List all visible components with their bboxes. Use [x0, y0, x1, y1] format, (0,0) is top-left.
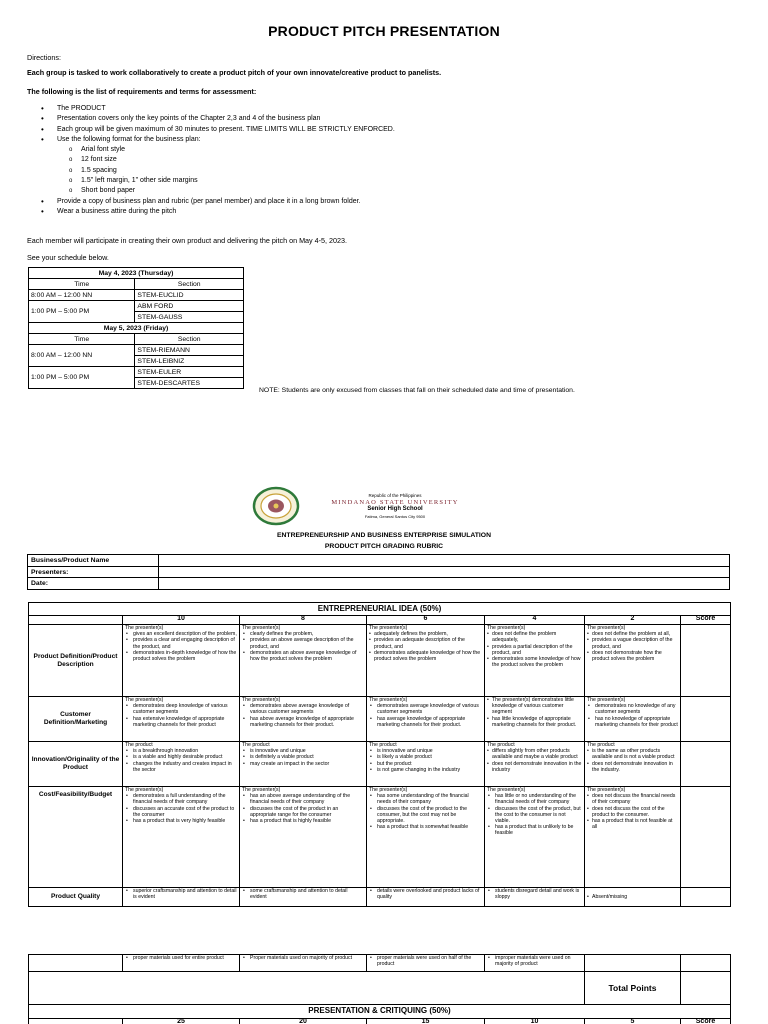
rubric-cell — [240, 888, 367, 907]
rubric-table-continued — [28, 954, 731, 1024]
list-item: • some craftsmanship and attention to detail evident — [242, 888, 364, 900]
rubric-cell: The presenter(s) • gives an excellent description of the problem, • provides a clear and engaging description of the product, and • demonstrates in-depth knowledge of how the product solves the problem — [123, 625, 240, 697]
presenters-field[interactable] — [159, 566, 730, 578]
letterhead-school: Senior High School — [367, 506, 423, 512]
list-item: • demonstrates some knowledge of how the product solves the problem — [487, 656, 582, 668]
list-item: • is not game changing in the industry — [369, 767, 482, 773]
time-cell: 8:00 AM – 12:00 NN — [29, 345, 135, 367]
list-item: • has some understanding of the financial needs of their company — [369, 793, 482, 805]
list-item: • has no knowledge of appropriate marketing channels for their product — [587, 716, 678, 728]
list-item: • demonstrates an above average knowledge of how the product solves the problem — [242, 650, 364, 662]
rubric-cell: The product • is the same as other products available and is not a viable product • does not demonstrate innovation in the industry. — [585, 742, 681, 787]
total-points-label: Total Points — [585, 972, 681, 1005]
format-label: Use the following format for the business plan: — [57, 135, 201, 143]
criterion-product-quality: Product Quality — [29, 888, 123, 907]
rubric-cell: The presenter(s) • does not define the problem at all, • provides a vague description of the product, and • does not demonstrate how the product solves the problem — [585, 625, 681, 697]
list-item — [41, 135, 395, 197]
rubric-cell: The presenter(s) • demonstrates average knowledge of various customer segments • has average knowledge of appropriate marketing channels for their product. — [367, 697, 485, 742]
list-item: • has average knowledge of appropriate marketing channels for their product. — [369, 716, 482, 728]
list-item: • demonstrates no knowledge of any customer segments — [587, 703, 678, 715]
letterhead-address: Fatima, General Santos City 9500 — [364, 514, 426, 519]
level-header: 10 — [123, 616, 240, 625]
list-item: • Each group will be given maximum of 30 minutes to present. TIME LIMITS WILL BE STRICTLY ENFORCED. — [41, 125, 395, 135]
rubric-cell — [123, 888, 240, 907]
rubric-cell: The product • differs slightly from other products available and maybe a viable product • does not demonstrate innovation in the industry — [485, 742, 585, 787]
list-item: • Presentation covers only the key points of the Chapter 2,3 and 4 of the business plan — [41, 114, 395, 124]
list-item: • discusses an accurate cost of the product to the consumer — [125, 806, 237, 818]
rubric-cell: The presenter(s) • demonstrates deep knowledge of various customer segments • has extensive knowledge of appropriate marketing channels for their product — [123, 697, 240, 742]
list-item: o 1.5 spacing — [69, 166, 395, 176]
schedule-table — [28, 267, 244, 389]
list-item: • demonstrates adequate knowledge of how the product solves the problem — [369, 650, 482, 662]
university-seal-logo — [252, 486, 300, 526]
rubric-cell — [240, 955, 367, 972]
list-item: • Wear a business attire during the pitch — [41, 207, 395, 217]
rubric-cell — [585, 955, 681, 972]
list-item: • details were overlooked and product lacks of quality — [369, 888, 482, 900]
page-title: PRODUCT PITCH PRESENTATION — [268, 23, 500, 39]
score-cell[interactable] — [681, 787, 731, 888]
see-schedule-text: See your schedule below. — [27, 253, 109, 262]
list-item: • provides an adequate description of the product, and — [369, 637, 482, 649]
list-item: • provides a vague description of the product, and — [587, 637, 678, 649]
list-item: • Provide a copy of business plan and rubric (per panel member) and place it in a long brown folder. — [41, 197, 395, 207]
list-item: • has a product that is not feasible at all — [587, 818, 678, 830]
rubric-cell — [485, 955, 585, 972]
list-item: • provides a clear and engaging description of the product, and — [125, 637, 237, 649]
letterhead-republic: Republic of the Philippines — [368, 493, 422, 498]
rubric-cell: The presenter(s) • has little or no understanding of the financial needs of their company • discusses the cost of the product, but the cost to the consumer is not viable. • has a product that is unlikely to be feasible — [485, 787, 585, 888]
section-cell: STEM-LEIBNIZ — [135, 356, 244, 367]
list-item: • has above average knowledge of appropriate marketing channels for their product. — [242, 716, 364, 728]
date-label: Date: — [28, 578, 159, 590]
level-header: 25 — [123, 1019, 240, 1024]
rubric-cell — [123, 955, 240, 972]
list-item: • has a product that is very highly feasible — [125, 818, 237, 824]
section-header: Section — [135, 279, 244, 290]
list-item: • has extensive knowledge of appropriate marketing channels for their product — [125, 716, 237, 728]
letterhead-university: MINDANAO STATE UNIVERSITY — [331, 499, 459, 506]
rubric-cell — [367, 888, 485, 907]
list-item: • clearly defines the problem, — [242, 631, 364, 637]
list-item: • changes the industry and creates impact in the sector — [125, 761, 237, 773]
list-item: • does not discuss the cost of the product to the consumer. — [587, 806, 678, 818]
section-cell: ABM FORD — [135, 301, 244, 312]
list-item: • does not demonstrate innovation in the industry. — [587, 761, 678, 773]
section-cell: STEM-EUCLID — [135, 290, 244, 301]
score-cell[interactable] — [681, 742, 731, 787]
score-cell[interactable] — [681, 955, 731, 972]
rubric-cell — [485, 888, 585, 907]
list-item: • has an above average understanding of the financial needs of their company — [242, 793, 364, 805]
section-cell: STEM-DESCARTES — [135, 378, 244, 389]
time-cell: 1:00 PM – 5:00 PM — [29, 301, 135, 323]
score-header: Score — [681, 616, 731, 625]
rubric-title-1: ENTREPRENEURSHIP AND BUSINESS ENTERPRISE SIMULATION — [276, 532, 491, 539]
schedule-day-1: May 4, 2023 (Thursday) — [29, 268, 244, 279]
list-item: • has a product that is highly feasible — [242, 818, 364, 824]
level-header: 15 — [367, 1019, 485, 1024]
list-item: • adequately defines the problem, — [369, 631, 482, 637]
rubric-cell: The presenter(s) • does not define the problem adequately, • provides a partial description of the product, and • demonstrates some knowledge of how the product solves the problem — [485, 625, 585, 697]
list-item: o 1.5" left margin, 1" other side margins — [69, 176, 395, 186]
presenters-label: Presenters: — [28, 566, 159, 578]
total-points-cell[interactable] — [681, 972, 731, 1005]
requirements-list — [41, 104, 395, 217]
level-header: 5 — [585, 1019, 681, 1024]
list-item: • discusses the cost of the product in an appropriate range for the consumer — [242, 806, 364, 818]
list-item: • but the product — [369, 761, 482, 767]
schedule-day-2: May 5, 2023 (Friday) — [29, 323, 244, 334]
rubric-cell: The product • is innovative and unique • is definitely a viable product • may create an impact in the sector — [240, 742, 367, 787]
list-item: • is innovative and unique — [369, 748, 482, 754]
list-item: • demonstrates deep knowledge of various customer segments — [125, 703, 237, 715]
list-item: • provides a partial description of the product, and — [487, 644, 582, 656]
criterion-customer-definition: Customer Definition/Marketing — [29, 697, 123, 742]
rubric-table — [28, 602, 731, 907]
rubric-cell: The presenter(s) • demonstrates above average knowledge of various customer segments • has above average knowledge of appropriate marketing channels for their product. — [240, 697, 367, 742]
list-item: • The PRODUCT — [41, 104, 395, 114]
note-text: NOTE: Students are only excused from classes that fall on their scheduled date and time of presentation. — [259, 387, 575, 394]
business-name-field[interactable] — [159, 555, 730, 567]
list-item: • is a breakthrough innovation — [125, 748, 237, 754]
list-item: • discusses the cost of the product, but the cost to the consumer is not viable. — [487, 806, 582, 825]
list-item: • has little knowledge of appropriate marketing channels for their product. — [487, 716, 582, 728]
list-item: o Arial font style — [69, 145, 395, 155]
list-item: • is the same as other products available and is not a viable product — [587, 748, 678, 760]
time-header: Time — [29, 279, 135, 290]
list-item: • does not discuss the financial needs of their company — [587, 793, 678, 805]
section-header: Section — [135, 334, 244, 345]
list-item: • has little or no understanding of the financial needs of their company — [487, 793, 582, 805]
rubric-cell: The product • is a breakthrough innovation • is a viable and highly desirable product • changes the industry and creates impact in the sector — [123, 742, 240, 787]
list-item: • may create an impact in the sector — [242, 761, 364, 767]
rubric-cell: The presenter(s) • has an above average understanding of the financial needs of their company • discusses the cost of the product in an appropriate range for the consumer • has a product that is highly feasible — [240, 787, 367, 888]
list-item: • is definitely a viable product — [242, 754, 364, 760]
participation-text: Each member will participate in creating their own product and delivering the pitch on May 4-5, 2023. — [27, 236, 348, 245]
level-header: 10 — [485, 1019, 585, 1024]
rubric-cell: The presenter(s) • demonstrates a full understanding of the financial needs of their company • discusses an accurate cost of the product to the consumer • has a product that is very highly feasible — [123, 787, 240, 888]
list-item: • provides an above average description of the product, and — [242, 637, 364, 649]
rubric-cell — [367, 955, 485, 972]
rubric-cell: The presenter(s) • clearly defines the problem, • provides an above average description of the product, and • demonstrates an above average knowledge of how the product solves the problem — [240, 625, 367, 697]
letterhead — [320, 492, 470, 520]
list-item: • has a product that is somewhat feasible — [369, 824, 482, 830]
business-name-label: Business/Product Name — [28, 555, 159, 567]
list-item: • demonstrates average knowledge of various customer segments — [369, 703, 482, 715]
rubric-cell: The presenter(s) • does not discuss the financial needs of their company • does not discuss the cost of the product to the consumer. • has a product that is not feasible at all — [585, 787, 681, 888]
section-cell: STEM-RIEMANN — [135, 345, 244, 356]
time-header: Time — [29, 334, 135, 345]
rubric-cell — [485, 697, 585, 742]
score-header: Score — [681, 1019, 731, 1024]
criterion-cost-feasibility: Cost/Feasibility/Budget — [29, 787, 123, 888]
info-table — [27, 554, 730, 590]
list-item: • demonstrates a full understanding of the financial needs of their company — [125, 793, 237, 805]
date-field[interactable] — [159, 578, 730, 590]
list-item: • is likely a viable product — [369, 754, 482, 760]
rubric-cell — [585, 888, 681, 907]
total-blank — [29, 972, 585, 1005]
section-presentation: PRESENTATION & CRITIQUING (50%) — [29, 1005, 731, 1019]
list-item: o 12 font size — [69, 155, 395, 165]
list-item: • differs slightly from other products available and maybe a viable product — [487, 748, 582, 760]
task-text: Each group is tasked to work collaboratively to create a product pitch of your own innovate/creative product to panelists. — [27, 68, 442, 77]
score-cell[interactable] — [681, 888, 731, 907]
header-blank — [29, 616, 123, 625]
section-entrepreneurial-idea: ENTREPRENEURIAL IDEA (50%) — [29, 603, 731, 616]
rubric-title-2: PRODUCT PITCH GRADING RUBRIC — [324, 543, 444, 550]
rubric-cell — [29, 955, 123, 972]
list-item: • is innovative and unique — [242, 748, 364, 754]
level-header: 8 — [240, 616, 367, 625]
requirements-heading: The following is the list of requirements and terms for assessment: — [27, 87, 257, 96]
list-item: • does not define the problem at all, — [587, 631, 678, 637]
list-item: • does not demonstrate how the product solves the problem — [587, 650, 678, 662]
rubric-cell: The product • is innovative and unique • is likely a viable product • but the product • is not game changing in the industry — [367, 742, 485, 787]
list-item: • has a product that is unlikely to be feasible — [487, 824, 582, 836]
list-item: • proper materials were used on half of the product — [369, 955, 482, 967]
criterion-product-definition: Product Definition/Product Description — [29, 625, 123, 697]
list-item: • The presenter(s) demonstrates little knowledge of various customer segment — [487, 697, 582, 716]
score-cell[interactable] — [681, 625, 731, 697]
level-header: 6 — [367, 616, 485, 625]
list-item: • discusses the cost of the product to the consumer, but the cost may not be appropriate. — [369, 806, 482, 825]
level-header: 2 — [585, 616, 681, 625]
list-item: • improper materials were used on majority of product — [487, 955, 582, 967]
list-item: • Absent/missing — [587, 894, 678, 900]
list-item: • Proper materials used on majority of product — [242, 955, 364, 961]
rubric-cell: The presenter(s) • has some understanding of the financial needs of their company • discusses the cost of the product to the consumer, but the cost may not be appropriate. • has a product that is somewhat feasible — [367, 787, 485, 888]
directions-label: Directions: — [27, 53, 61, 62]
rubric-cell: The presenter(s) • adequately defines the problem, • provides an adequate description of the product, and • demonstrates adequate knowledge of how the product solves the problem — [367, 625, 485, 697]
score-cell[interactable] — [681, 697, 731, 742]
time-cell: 1:00 PM – 5:00 PM — [29, 367, 135, 389]
header-blank — [29, 1019, 123, 1024]
section-cell: STEM-GAUSS — [135, 312, 244, 323]
list-item: o Short bond paper — [69, 186, 395, 196]
list-item: • is a viable and highly desirable product — [125, 754, 237, 760]
level-header: 4 — [485, 616, 585, 625]
list-item: • proper materials used for entire product — [125, 955, 237, 961]
time-cell: 8:00 AM – 12:00 NN — [29, 290, 135, 301]
list-item: • does not define the problem adequately, — [487, 631, 582, 643]
list-item: • gives an excellent description of the problem, — [125, 631, 237, 637]
list-item: • demonstrates in-depth knowledge of how the product solves the problem — [125, 650, 237, 662]
level-header: 20 — [240, 1019, 367, 1024]
list-item: • students disregard detail and work is sloppy — [487, 888, 582, 900]
list-item: • does not demonstrate innovation in the industry — [487, 761, 582, 773]
criterion-innovation: Innovation/Originality of the Product — [29, 742, 123, 787]
list-item: • superior craftsmanship and attention to detail is evident — [125, 888, 237, 900]
list-item: • demonstrates above average knowledge of various customer segments — [242, 703, 364, 715]
format-list — [69, 145, 395, 196]
section-cell: STEM-EULER — [135, 367, 244, 378]
rubric-cell: The presenter(s) • demonstrates no knowledge of any customer segments • has no knowledge of appropriate marketing channels for their product — [585, 697, 681, 742]
